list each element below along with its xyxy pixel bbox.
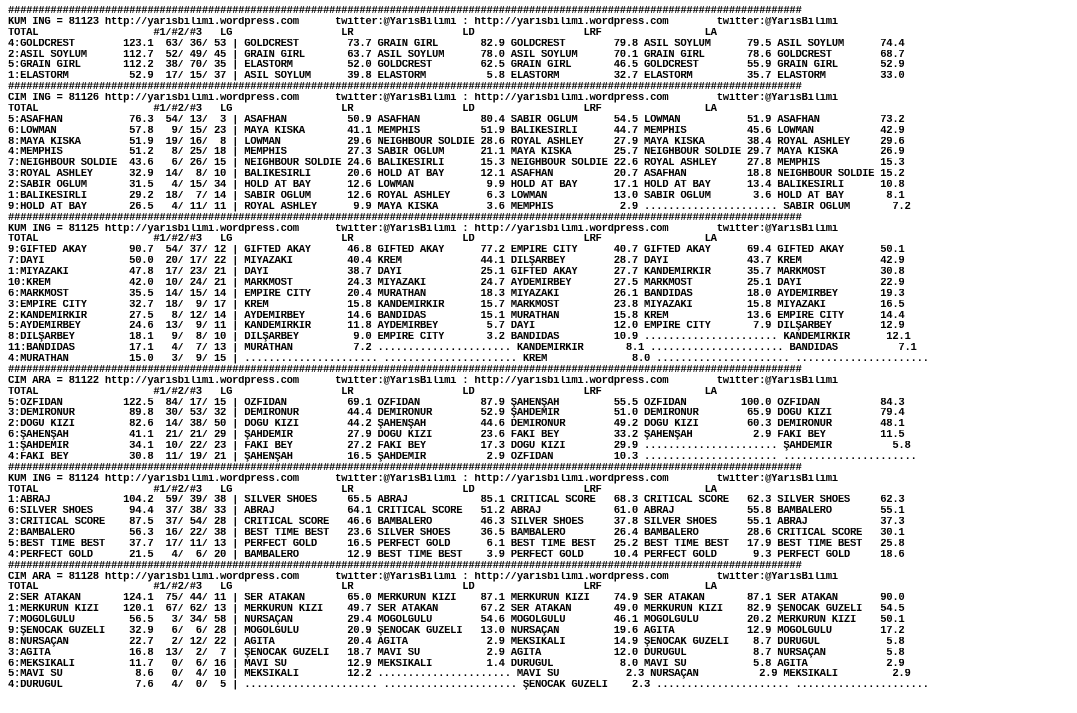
separator-line: ################################################################################################################################### bbox=[8, 6, 802, 17]
result-row: 3:EMPIRE CITY 32.7 18/ 9/ 17 | KREM 15.8 KANDEMİRKIR 15.7 MARKMOST 23.8 MIYAZAKİ 15.8 MIYAZAKİ 16.5 bbox=[8, 299, 905, 311]
result-row: 5:ASAFHAN 76.3 54/ 13/ 3 | ASAFHAN 50.9 ASAFHAN 80.4 SABIR OĞLUM 54.5 LOWMAN 51.9 ASAFHAN 73.2 bbox=[8, 114, 905, 126]
result-row: 9:HOLD AT BAY 26.5 4/ 11/ 11 | ROYAL ASHLEY 9.9 MAYA KISKA 3.6 MEMPHIS 2.9 ...................... SABIR OĞLUM 7.2 bbox=[8, 201, 911, 213]
race-header-line: KUM ING = 81125 http://yarisbilimi.wordpress.com twitter:@YarisBilimi : http://yarisbilimi.wordpress.com twitter:@YarisBilimi bbox=[8, 223, 838, 235]
result-row: 4:PERFECT GOLD 21.5 4/ 6/ 20 | BAMBALERO 12.9 BEST TIME BEST 3.9 PERFECT GOLD 10.4 PERFECT GOLD 9.3 PERFECT GOLD 18.6 bbox=[8, 549, 905, 561]
result-row: 4:MURATHAN 15.0 3/ 9/ 15 | ...................... ...................... KREM 8.0 ...................... ...................... bbox=[8, 354, 929, 365]
result-row: 3:CRITICAL SCORE 87.5 37/ 54/ 28 | CRITICAL SCORE 46.6 BAMBALERO 46.3 SILVER SHOES 37.8 SILVER SHOES 55.1 ABRAJ 37.3 bbox=[8, 517, 905, 528]
race-header-line: CIM ARA = 81128 http://yarisbilimi.wordpress.com twitter:@YarisBilimi : http://yarisbilimi.wordpress.com twitter:@YarisBilimi bbox=[8, 571, 838, 583]
result-row: 10:KREM 42.0 10/ 24/ 21 | MARKMOST 24.3 MIYAZAKİ 24.7 AYDEMİRBEY 27.5 MARKMOST 25.1 DAYI 22.9 bbox=[8, 277, 905, 289]
result-row: 6:MEKSİKALI 11.7 0/ 6/ 16 | MAVİ SU 12.9 MEKSİKALI 1.4 DURUGÜL 8.0 MAVİ SU 5.8 AĞITA 2.9 bbox=[8, 658, 905, 670]
separator-line: ################################################################################################################################### bbox=[8, 212, 802, 224]
result-row: 11:BANDIDAS 17.1 4/ 7/ 13 | MURATHAN 7.2 ...................... KANDEMİRKIR 8.1 ...................... BANDIDAS 7.1 bbox=[8, 343, 917, 354]
result-row: 3:ROYAL ASHLEY 32.9 14/ 8/ 10 | BALIKESİRLİ 20.6 HOLD AT BAY 12.1 ASAFHAN 20.7 ASAFHAN 18.8 NEIGHBOUR SOLDIE 15.2 bbox=[8, 169, 905, 180]
result-row: 2:BAMBALERO 56.3 16/ 22/ 38 | BEST TIME BEST 23.6 SILVER SHOES 36.5 BAMBALERO 26.4 BAMBALERO 28.6 CRITICAL SCORE 30.1 bbox=[8, 528, 905, 539]
separator-line: ################################################################################################################################### bbox=[8, 364, 802, 376]
result-row: 2:DOĞU KIZI 82.6 14/ 38/ 50 | DOĞU KIZI 44.2 ŞAHENŞAH 44.6 DEMİRONUR 49.2 DOĞU KIZI 60.3 DEMİRONUR 48.1 bbox=[8, 419, 905, 431]
separator-line: ################################################################################################################################### bbox=[8, 462, 802, 474]
result-row: 4:DURUGÜL 7.6 4/ 0/ 5 | ...................... ...................... ŞENOCAK GÜZELİ 2.3 ...................... ...................... bbox=[8, 680, 929, 692]
result-row: 1:ELASTORM 52.9 17/ 15/ 37 | ASIL SOYLUM 39.8 ELASTORM 5.8 ELASTORM 32.7 ELASTORM 35.7 ELASTORM 33.0 bbox=[8, 71, 905, 83]
result-row: 3:DEMİRONUR 89.8 30/ 53/ 32 | DEMİRONUR 44.4 DEMİRONUR 52.9 ŞAHDEMİR 51.0 DEMİRONUR 65.9 DOĞU KIZI 79.4 bbox=[8, 408, 905, 420]
result-row: 1:ABRAJ 104.2 59/ 39/ 38 | SILVER SHOES 65.5 ABRAJ 85.1 CRITICAL SCORE 68.3 CRITICAL SCORE 62.3 SILVER SHOES 62.3 bbox=[8, 495, 905, 507]
result-row: 1:ŞAHDEMİR 34.1 10/ 22/ 23 | FAKI BEY 27.2 FAKI BEY 17.3 DOĞU KIZI 29.9 ...................... ŞAHDEMİR 5.8 bbox=[8, 441, 911, 452]
result-row: 6:MARKMOST 35.5 14/ 15/ 14 | EMPIRE CITY 20.4 MURATHAN 18.3 MIYAZAKİ 26.1 BANDIDAS 18.0 AYDEMİRBEY 19.3 bbox=[8, 288, 905, 300]
result-row: 2:SABIR OĞLUM 31.5 4/ 15/ 34 | HOLD AT BAY 12.6 LOWMAN 9.9 HOLD AT BAY 17.1 HOLD AT BAY 13.4 BALIKESİRLİ 10.8 bbox=[8, 180, 905, 191]
result-row: 9:ŞENOCAK GÜZELİ 32.9 6/ 6/ 28 | MOĞOLGÜLÜ 20.9 ŞENOCAK GÜZELİ 13.0 NURSAÇAN 19.6 AĞITA 12.9 MOĞOLGÜLÜ 17.2 bbox=[8, 625, 905, 637]
column-header-line: TOTAL #1/#2/#3 LG LR LD LRF LA bbox=[8, 234, 717, 246]
result-row: 4:MEMPHIS 51.2 8/ 25/ 18 | MEMPHIS 27.3 SABIR OĞLUM 21.1 MAYA KISKA 25.7 NEIGHBOUR SOLDIE 29.7 MAYA KISKA 26.9 bbox=[8, 147, 905, 159]
result-row: 5:ÖZFİDAN 122.5 84/ 17/ 15 | ÖZFİDAN 69.1 ÖZFİDAN 87.9 ŞAHENŞAH 55.5 ÖZFİDAN 100.0 ÖZFİDAN 84.3 bbox=[8, 397, 905, 409]
result-row: 9:GIFTED AKAY 90.7 54/ 37/ 12 | GIFTED AKAY 46.8 GIFTED AKAY 77.2 EMPIRE CITY 40.7 GIFTED AKAY 69.4 GIFTED AKAY 50.1 bbox=[8, 245, 905, 257]
result-row: 3:AĞITA 16.8 13/ 2/ 7 | ŞENOCAK GÜZELİ 18.7 MAVİ SU 2.9 AĞITA 12.0 DURUGÜL 8.7 NURSAÇAN 5.8 bbox=[8, 647, 905, 659]
result-row: 7:MOĞOLGÜLÜ 56.5 3/ 34/ 58 | NURSAÇAN 29.4 MOĞOLGÜLÜ 54.6 MOĞOLGÜLÜ 46.1 MOĞOLGÜLÜ 20.2 MERKÜRÜN KIZI 50.1 bbox=[8, 615, 905, 626]
result-row: 8:MAYA KISKA 51.9 19/ 16/ 8 | LOWMAN 29.6 NEIGHBOUR SOLDIE 28.6 ROYAL ASHLEY 27.9 MAYA KISKA 38.4 ROYAL ASHLEY 29.6 bbox=[8, 136, 905, 148]
race-header-line: KUM ING = 81124 http://yarisbilimi.wordpress.com twitter:@YarisBilimi : http://yarisbilimi.wordpress.com twitter:@YarisBilimi bbox=[8, 473, 838, 485]
result-row: 6:ŞAHENŞAH 41.1 21/ 21/ 29 | ŞAHDEMİR 27.9 DOĞU KIZI 23.6 FAKI BEY 33.2 ŞAHENŞAH 2.9 FAKI BEY 11.5 bbox=[8, 430, 905, 441]
result-row: 6:LOWMAN 57.8 9/ 15/ 23 | MAYA KISKA 41.1 MEMPHIS 51.9 BALIKESİRLİ 44.7 MEMPHIS 45.6 LOWMAN 42.9 bbox=[8, 125, 905, 137]
result-row: 1:MIYAZAKİ 47.8 17/ 23/ 21 | DAYI 38.7 DAYI 25.1 GIFTED AKAY 27.7 KANDEMİRKIR 35.7 MARKMOST 30.8 bbox=[8, 267, 905, 278]
result-row: 1:BALIKESİRLİ 29.2 18/ 7/ 14 | SABIR OĞLUM 12.6 ROYAL ASHLEY 6.3 LOWMAN 13.0 SABIR OĞLUM 3.6 HOLD AT BAY 8.1 bbox=[8, 190, 905, 202]
result-row: 4:GOLDCREST 123.1 63/ 36/ 53 | GOLDCREST 73.7 GRAIN GIRL 82.9 GOLDCREST 79.8 ASIL SOYLUM 79.5 ASIL SOYLUM 74.4 bbox=[8, 38, 905, 50]
result-row: 6:SILVER SHOES 94.4 37/ 38/ 33 | ABRAJ 64.1 CRITICAL SCORE 51.2 ABRAJ 61.0 ABRAJ 55.8 BAMBALERO 55.1 bbox=[8, 506, 905, 518]
column-header-line: TOTAL #1/#2/#3 LG LR LD LRF LA bbox=[8, 103, 717, 115]
column-header-line: TOTAL #1/#2/#3 LG LR LD LRF LA bbox=[8, 582, 717, 594]
race-header-line: CIM ARA = 81122 http://yarisbilimi.wordpress.com twitter:@YarisBilimi : http://yarisbilimi.wordpress.com twitter:@YarisBilimi bbox=[8, 375, 838, 387]
race-header-line: KUM ING = 81123 http://yarisbilimi.wordpress.com twitter:@YarisBilimi : http://yarisbilimi.wordpress.com twitter:@YarisBilimi bbox=[8, 16, 838, 28]
result-row: 5:AYDEMİRBEY 24.6 13/ 9/ 11 | KANDEMİRKIR 11.8 AYDEMİRBEY 5.7 DAYI 12.0 EMPIRE CITY 7.9 DİLŞARBEY 12.9 bbox=[8, 321, 905, 333]
result-row: 5:BEST TIME BEST 37.7 17/ 11/ 13 | PERFECT GOLD 16.5 PERFECT GOLD 6.1 BEST TIME BEST 25.2 BEST TIME BEST 17.9 BEST TIME BEST 25.8 bbox=[8, 538, 905, 550]
separator-line: ################################################################################################################################### bbox=[8, 82, 802, 93]
result-row: 1:MERKÜRÜN KIZI 120.1 67/ 62/ 13 | MERKÜRÜN KIZI 49.7 SER ATAKAN 67.2 SER ATAKAN 49.0 MERKÜRÜN KIZI 82.9 ŞENOCAK GÜZELİ 54.5 bbox=[8, 604, 905, 615]
result-row: 7:DAYI 50.0 20/ 17/ 22 | MIYAZAKİ 40.4 KREM 44.1 DİLŞARBEY 28.7 DAYI 43.7 KREM 42.9 bbox=[8, 256, 905, 267]
result-row: 5:MAVİ SU 8.6 0/ 4/ 10 | MEKSİKALI 12.2 ...................... MAVİ SU 2.3 NURSAÇAN 2.9 MEKSİKALI 2.9 bbox=[8, 669, 911, 681]
result-row: 8:DİLŞARBEY 18.1 9/ 8/ 10 | DİLŞARBEY 9.0 EMPIRE CITY 3.2 BANDIDAS 10.9 ...................... KANDEMİRKIR 12.1 bbox=[8, 332, 911, 344]
result-row: 7:NEIGHBOUR SOLDIE 43.6 6/ 26/ 15 | NEIGHBOUR SOLDIE 24.6 BALIKESİRLİ 15.3 NEIGHBOUR SOLDIE 22.6 ROYAL ASHLEY 27.8 MEMPHIS 15.3 bbox=[8, 158, 905, 170]
race-report-document bbox=[8, 6, 1070, 709]
column-header-line: TOTAL #1/#2/#3 LG LR LD LRF LA bbox=[8, 484, 717, 496]
column-header-line: TOTAL #1/#2/#3 LG LR LD LRF LA bbox=[8, 27, 717, 39]
separator-line: ################################################################################################################################### bbox=[8, 560, 802, 572]
result-row: 5:GRAIN GIRL 112.2 38/ 70/ 35 | ELASTORM 52.0 GOLDCREST 62.5 GRAIN GIRL 46.5 GOLDCREST 55.9 GRAIN GIRL 52.9 bbox=[8, 60, 905, 72]
result-row: 4:FAKI BEY 30.8 11/ 19/ 21 | ŞAHENŞAH 16.5 ŞAHDEMİR 2.9 ÖZFİDAN 10.3 ...................... ...................... bbox=[8, 451, 917, 463]
column-header-line: TOTAL #1/#2/#3 LG LR LD LRF LA bbox=[8, 386, 717, 398]
result-row: 8:NURSAÇAN 22.7 2/ 12/ 22 | AĞITA 20.4 AĞITA 2.9 MEKSİKALI 14.9 ŞENOCAK GÜZELİ 8.7 DURUGÜL 5.8 bbox=[8, 636, 905, 648]
result-row: 2:SER ATAKAN 124.1 75/ 44/ 11 | SER ATAKAN 65.0 MERKÜRÜN KIZI 87.1 MERKÜRÜN KIZI 74.9 SER ATAKAN 87.1 SER ATAKAN 90.0 bbox=[8, 593, 905, 605]
race-header-line: CIM ING = 81126 http://yarisbilimi.wordpress.com twitter:@YarisBilimi : http://yarisbilimi.wordpress.com twitter:@YarisBilimi bbox=[8, 93, 838, 104]
result-row: 2:KANDEMİRKIR 27.5 8/ 12/ 14 | AYDEMİRBEY 14.6 BANDIDAS 15.1 MURATHAN 15.8 KREM 13.6 EMPIRE CITY 14.4 bbox=[8, 310, 905, 322]
result-row: 2:ASIL SOYLUM 112.7 52/ 49/ 45 | GRAIN GIRL 63.7 ASIL SOYLUM 78.0 ASIL SOYLUM 70.1 GRAIN GIRL 78.6 GOLDCREST 68.7 bbox=[8, 49, 905, 61]
